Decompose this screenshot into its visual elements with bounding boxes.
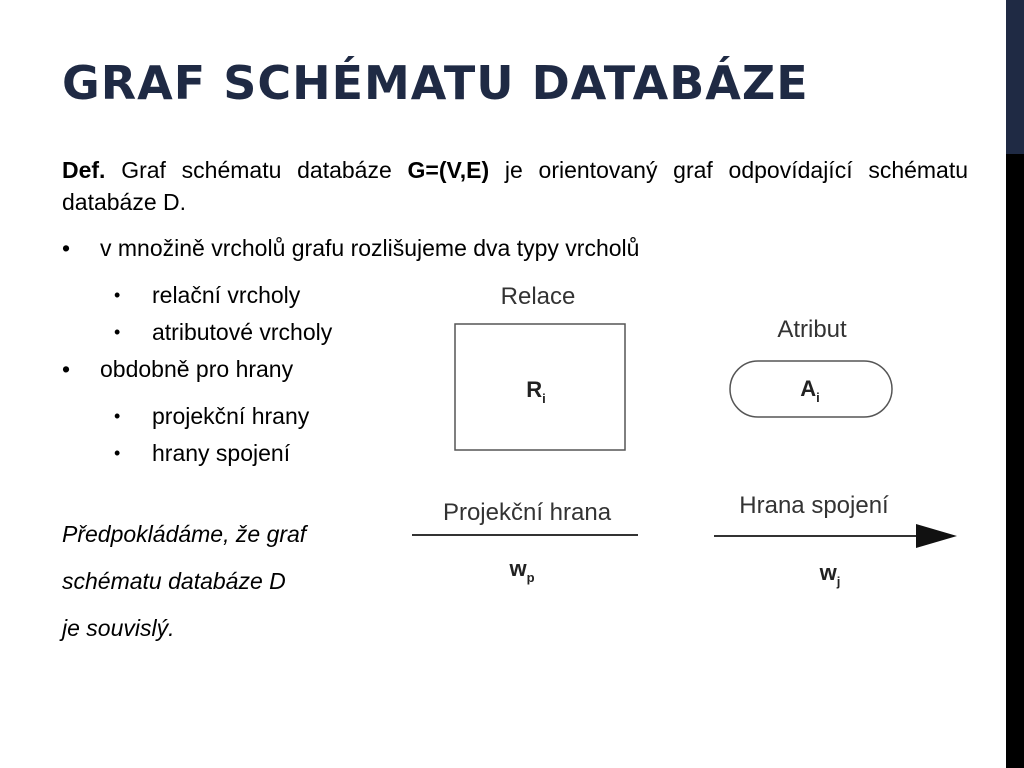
bullet-marker: • [114, 322, 121, 342]
sub-bullet-text: projekční hrany [152, 403, 310, 429]
attribute-label: Atribut [777, 316, 847, 343]
bullet-marker: • [62, 235, 71, 261]
sub-bullet-text: relační vrcholy [152, 282, 301, 308]
definition-paragraph [62, 154, 968, 218]
relation-label: Relace [500, 283, 576, 310]
bullet-marker: • [62, 356, 71, 382]
bullet-text: v množině vrcholů grafu rozlišujeme dva typy vrcholů [100, 235, 640, 261]
projection-edge-label: Projekční hrana [442, 499, 612, 526]
definition-text-1: Graf schématu databáze [121, 157, 392, 183]
join-edge-arrowhead [916, 524, 957, 548]
sub-bullet-text: atributové vrcholy [152, 319, 333, 345]
relation-symbol: $R_i$ [526, 377, 546, 406]
definition-symbol: G=(V,E) [407, 157, 490, 183]
assumption-line-3: je souvislý. [62, 615, 175, 641]
join-edge-symbol: $w_j$ [819, 560, 841, 589]
bullet-text: obdobně pro hrany [100, 356, 294, 382]
bullet-marker: • [114, 406, 121, 426]
projection-edge-symbol: $w_p$ [509, 556, 535, 585]
join-edge-label: Hrana spojení [739, 492, 889, 519]
bullet-marker: • [114, 285, 121, 305]
side-bar-accent [1006, 0, 1024, 154]
attribute-symbol: $A_i$ [800, 376, 820, 405]
sub-bullet-text: hrany spojení [152, 440, 291, 466]
definition-prefix: Def. [62, 157, 106, 183]
bullet-marker: • [114, 443, 121, 463]
graph-legend-diagram [400, 270, 990, 610]
assumption-line-2: schématu databáze D [62, 568, 286, 594]
definition-text-2: je orientovaný graf odpovídající schématu databáze D. [62, 157, 969, 215]
slide-title: GRAF SCHÉMATU DATABÁZE [62, 56, 809, 110]
assumption-line-1: Předpokládáme, že graf [62, 521, 307, 547]
